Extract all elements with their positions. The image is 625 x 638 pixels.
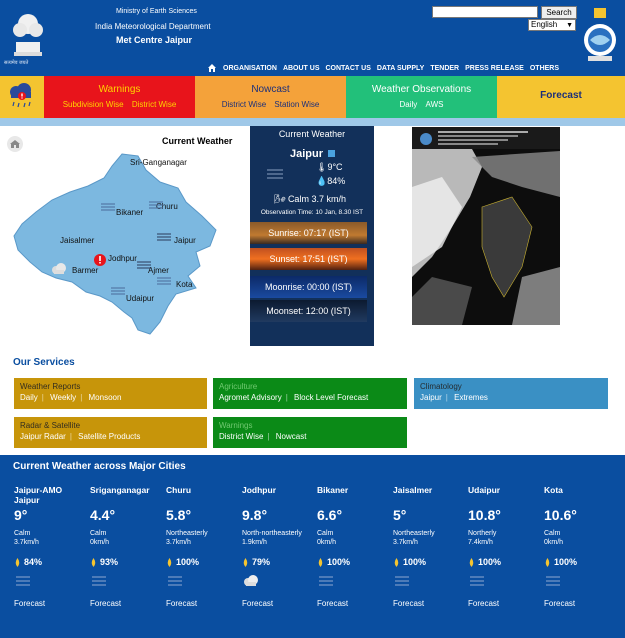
city-humidity-value: 93% (100, 557, 119, 567)
divider-stripe (0, 118, 625, 126)
haze-icon (156, 232, 172, 242)
city-name: Churu (166, 485, 192, 495)
haze-icon (14, 573, 32, 589)
haze-icon (266, 166, 284, 182)
humidity-drop-icon (14, 558, 21, 567)
department-name: India Meteorological Department (95, 22, 211, 31)
city-forecast-link[interactable]: Forecast (14, 599, 46, 608)
city-card[interactable] (166, 485, 240, 608)
city-humidity-value: 100% (176, 557, 200, 567)
city-humidity (393, 557, 467, 567)
menu-warnings-subdivision[interactable]: Subdivision Wise (62, 100, 124, 109)
service-link-weekly[interactable]: Weekly (50, 393, 77, 402)
city-humidity-value: 79% (252, 557, 271, 567)
map-city-jaisalmer[interactable]: Jaisalmer (60, 236, 95, 245)
city-humidity (166, 557, 240, 567)
city-temperature: 10.8° (468, 507, 501, 523)
service-link-daily[interactable]: Daily (20, 393, 38, 402)
menu-observations-title: Weather Observations (371, 84, 472, 95)
city-wind-direction: Calm (544, 530, 561, 537)
nav-press-release[interactable]: PRESS RELEASE (465, 64, 524, 72)
city-temperature: 6.6° (317, 507, 343, 523)
emblem-caption: सत्यमेव जयते (4, 60, 29, 66)
menu-nowcast-district[interactable]: District Wise (221, 100, 267, 109)
haze-icon (393, 573, 411, 589)
city-wind-speed: 0km/h (544, 539, 564, 546)
city-card[interactable] (468, 485, 542, 608)
haze-icon (156, 276, 172, 286)
map-city-jodhpur[interactable]: Jodhpur (108, 254, 137, 263)
city-wind-speed: 7.4km/h (468, 539, 493, 546)
menu-nowcast[interactable] (195, 76, 346, 118)
service-weather-reports: Weather Reports Daily | Weekly | Monsoon (14, 378, 207, 409)
centre-name: Met Centre Jaipur (116, 35, 193, 45)
city-name: Jodhpur (242, 485, 276, 495)
city-card[interactable] (317, 485, 391, 608)
city-name: Jaipur-AMO Jaipur (14, 485, 63, 505)
menu-forecast-title: Forecast (540, 90, 582, 101)
city-wind-direction: Calm (14, 530, 31, 537)
city-wind-speed: 0km/h (317, 539, 337, 546)
humidity-drop-icon (166, 558, 173, 567)
haze-icon (166, 573, 184, 589)
city-temperature: 9° (14, 507, 28, 523)
city-name: Jaisalmer (393, 485, 433, 495)
major-cities-title: Current Weather across Major Cities (13, 461, 186, 472)
humidity-drop-icon (242, 558, 249, 567)
map-city-churu[interactable]: Churu (156, 202, 178, 211)
menu-forecast[interactable] (497, 76, 625, 118)
city-forecast-link[interactable]: Forecast (393, 599, 425, 608)
city-wind-direction: North-northeasterly (242, 530, 302, 537)
search-button[interactable]: Search (541, 6, 577, 19)
nav-contact-us[interactable]: CONTACT US (325, 64, 371, 72)
service-link-satellite-products[interactable]: Satellite Products (78, 432, 141, 441)
city-wind-direction: Northerly (468, 530, 497, 537)
moonrise-band: Moonrise: 00:00 (IST) (250, 276, 367, 298)
city-humidity-value: 84% (24, 557, 43, 567)
main-menu (0, 76, 625, 118)
map-city-barmer[interactable]: Barmer (72, 266, 99, 275)
language-value: English (531, 20, 558, 29)
service-warnings: Warnings District Wise | Nowcast (213, 417, 407, 448)
cloud-icon (242, 573, 260, 589)
city-wind-speed: 3.7km/h (14, 539, 39, 546)
city-card[interactable] (90, 485, 164, 608)
city-humidity (14, 557, 88, 567)
city-wind-speed: 1.9km/h (242, 539, 267, 546)
service-title: Warnings (219, 421, 253, 430)
city-wind (242, 529, 316, 547)
city-humidity (468, 557, 542, 567)
major-cities-section (0, 455, 625, 638)
current-humidity: 💧84% (316, 176, 346, 186)
city-name: Sriganganagar (90, 485, 150, 495)
map-home-icon[interactable] (7, 136, 23, 152)
language-select[interactable] (528, 19, 576, 31)
menu-warnings-district[interactable]: District Wise (131, 100, 177, 109)
haze-icon (544, 573, 562, 589)
menu-weather-icon-cell (0, 76, 44, 118)
menu-warnings-title: Warnings (98, 84, 141, 95)
haze-icon (468, 573, 486, 589)
haze-icon (317, 573, 335, 589)
city-wind (317, 529, 391, 547)
city-card[interactable] (14, 485, 88, 608)
current-wind-value: Calm 3.7 km/h (287, 194, 346, 204)
city-humidity-value: 100% (478, 557, 502, 567)
nav-others[interactable]: OTHERS (529, 64, 560, 72)
current-temperature: 🌡9°C (316, 162, 343, 172)
service-link-jaipur[interactable]: Jaipur (420, 393, 442, 402)
nav-about-us[interactable]: ABOUT US (282, 64, 320, 72)
city-humidity (544, 557, 618, 567)
city-humidity-value: 100% (403, 557, 427, 567)
ministry-name: Ministry of Earth Sciences (116, 8, 197, 15)
city-temperature: 5° (393, 507, 407, 523)
rajasthan-map-panel (0, 126, 248, 346)
current-wind: 🌬 Calm 3.7 km/h (274, 194, 346, 204)
rain-cloud-icon (0, 76, 44, 118)
rajasthan-map[interactable] (0, 126, 248, 346)
site-header (0, 0, 625, 76)
menu-warnings[interactable] (44, 76, 195, 118)
city-humidity (90, 557, 164, 567)
city-wind (90, 529, 164, 547)
city-forecast-link[interactable]: Forecast (544, 599, 576, 608)
top-nav (207, 62, 565, 74)
service-climatology: Climatology Jaipur | Extremes (414, 378, 608, 409)
current-city: Jaipur (290, 148, 324, 160)
service-link-jaipur-radar[interactable]: Jaipur Radar (20, 432, 66, 441)
city-name: Udaipur (468, 485, 501, 495)
satellite-image[interactable] (412, 127, 560, 325)
menu-nowcast-station[interactable]: Station Wise (274, 100, 320, 109)
current-humidity-value: 84% (327, 176, 346, 186)
city-card[interactable] (242, 485, 316, 608)
city-humidity (317, 557, 391, 567)
city-forecast-link[interactable]: Forecast (468, 599, 500, 608)
menu-observations-daily[interactable]: Daily (399, 100, 418, 109)
city-wind-direction: Calm (317, 530, 334, 537)
humidity-drop-icon (90, 558, 97, 567)
service-agriculture: Agriculture Agromet Advisory | Block Level Forecast (213, 378, 407, 409)
map-city-udaipur[interactable]: Udaipur (126, 294, 155, 303)
map-city-kota[interactable]: Kota (176, 280, 193, 289)
map-city-bikaner[interactable]: Bikaner (116, 208, 144, 217)
menu-observations[interactable] (346, 76, 497, 118)
cloud-icon (50, 262, 68, 276)
service-title: Climatology (420, 382, 462, 391)
imd-logo-icon (580, 6, 620, 64)
menu-nowcast-title: Nowcast (251, 84, 290, 95)
city-name: Bikaner (317, 485, 349, 495)
service-title: Agriculture (219, 382, 258, 391)
moonset-band: Moonset: 12:00 (IST) (250, 300, 367, 322)
humidity-drop-icon (317, 558, 324, 567)
haze-icon (90, 573, 108, 589)
haze-icon (136, 260, 152, 270)
service-link-block-level-forecast[interactable]: Block Level Forecast (294, 393, 369, 402)
city-name: Kota (544, 485, 563, 495)
city-wind-speed: 0km/h (90, 539, 110, 546)
city-humidity-value: 100% (554, 557, 578, 567)
city-temperature: 5.8° (166, 507, 192, 523)
nav-organisation[interactable]: ORGANISATION (223, 64, 277, 72)
nav-tender[interactable]: TENDER (430, 64, 460, 72)
service-link-district-wise[interactable]: District Wise (219, 432, 264, 441)
service-title: Weather Reports (20, 382, 81, 391)
city-wind (166, 529, 240, 547)
home-icon[interactable] (207, 63, 217, 73)
sunrise-band: Sunrise: 07:17 (IST) (250, 222, 367, 244)
city-forecast-link[interactable]: Forecast (317, 599, 349, 608)
city-wind (544, 529, 618, 547)
humidity-drop-icon (393, 558, 400, 567)
sunset-band: Sunset: 17:51 (IST) (250, 248, 367, 270)
map-title: Current Weather (162, 136, 233, 146)
search-input[interactable] (432, 6, 538, 18)
city-wind-speed: 3.7km/h (393, 539, 418, 546)
city-humidity-value: 100% (327, 557, 351, 567)
city-wind (14, 529, 88, 547)
city-forecast-link[interactable]: Forecast (166, 599, 198, 608)
map-city-jaipur[interactable]: Jaipur (174, 236, 196, 245)
city-forecast-link[interactable]: Forecast (242, 599, 274, 608)
nav-data-supply[interactable]: DATA SUPPLY (376, 64, 425, 72)
city-humidity (242, 557, 316, 567)
map-city-ajmer[interactable]: Ajmer (148, 266, 169, 275)
map-city-sri-ganganagar[interactable]: Sri-Ganganagar (130, 158, 187, 167)
humidity-drop-icon (468, 558, 475, 567)
haze-icon (110, 286, 126, 296)
warning-icon (92, 252, 108, 268)
current-weather-title: Current Weather (278, 129, 346, 139)
current-temperature-value: 9°C (327, 162, 343, 172)
observation-time: Observation Time: 10 Jan, 8.30 IST (260, 209, 364, 216)
national-emblem-icon (8, 4, 48, 64)
service-link-extremes[interactable]: Extremes (454, 393, 488, 402)
city-wind-direction: Northeasterly (393, 530, 435, 537)
humidity-drop-icon (544, 558, 551, 567)
city-temperature: 9.8° (242, 507, 268, 523)
city-wind-direction: Calm (90, 530, 107, 537)
service-link-nowcast[interactable]: Nowcast (275, 432, 307, 441)
service-radar-satellite: Radar & Satellite Jaipur Radar | Satellite Products (14, 417, 207, 448)
city-temperature: 4.4° (90, 507, 116, 523)
city-wind-direction: Northeasterly (166, 530, 208, 537)
city-marker-icon (328, 150, 335, 157)
city-card[interactable] (544, 485, 618, 608)
city-forecast-link[interactable]: Forecast (90, 599, 122, 608)
city-wind-speed: 3.7km/h (166, 539, 191, 546)
service-title: Radar & Satellite (20, 421, 81, 430)
services-title: Our Services (13, 357, 75, 368)
menu-observations-aws[interactable]: AWS (425, 100, 444, 109)
chevron-down-icon: ▼ (566, 22, 573, 29)
city-card[interactable] (393, 485, 467, 608)
service-link-agromet-advisory[interactable]: Agromet Advisory (219, 393, 282, 402)
haze-icon (100, 202, 116, 212)
service-link-monsoon[interactable]: Monsoon (88, 393, 122, 402)
current-weather-panel (250, 126, 374, 346)
city-temperature: 10.6° (544, 507, 577, 523)
city-wind (468, 529, 542, 547)
haze-icon (148, 200, 164, 210)
city-wind (393, 529, 467, 547)
